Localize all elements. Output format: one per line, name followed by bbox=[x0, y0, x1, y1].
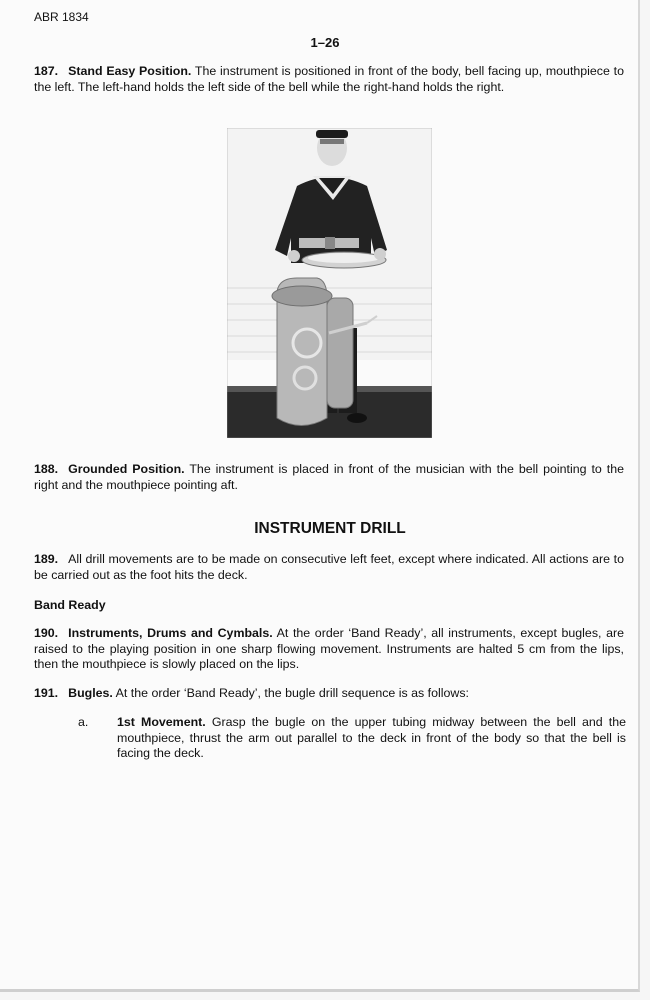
sub-item-text: Grasp the bugle on the upper tubing midway between the bell and the mouthpiece, thrust the arm out parallel to the deck in front of the body so that the bell is facing the deck. bbox=[117, 715, 626, 760]
sub-item-letter: a. bbox=[78, 715, 89, 729]
paragraph-text: The instrument is placed in front of the musician with the bell pointing to the right and the mouthpiece pointing aft. bbox=[34, 462, 625, 492]
paragraph-text: At the order ‘Band Ready’, the bugle drill sequence is as follows: bbox=[115, 686, 469, 700]
paragraph-text: All drill movements are to be made on consecutive left feet, except where indicated. All actions are to be carried out as the foot hits the deck. bbox=[34, 552, 624, 582]
paragraph-number: 190. bbox=[34, 626, 59, 640]
paragraph-number: 189. bbox=[34, 552, 59, 566]
paragraph-heading: Stand Easy Position. bbox=[68, 64, 192, 78]
paragraph-heading: Bugles. bbox=[68, 686, 113, 700]
photo-figure bbox=[227, 128, 432, 438]
paragraph-191 bbox=[34, 686, 624, 702]
document-id: ABR 1834 bbox=[34, 10, 89, 24]
subheading: Band Ready bbox=[34, 598, 106, 612]
musician-with-instrument-photo bbox=[227, 128, 432, 438]
sub-item-body bbox=[117, 715, 626, 762]
paragraph-text: At the order ‘Band Ready’, all instruments, except bugles, are raised to the playing position in one sharp flowing movement. Instruments are halted 5 cm from the lips, then the mouthpiece is slowly placed on the lips. bbox=[34, 626, 624, 671]
paragraph-text: The instrument is positioned in front of the body, bell facing up, mouthpiece to the left. The left-hand holds the left side of the bell while the right-hand holds the right. bbox=[34, 64, 625, 94]
paragraph-188 bbox=[34, 462, 624, 493]
paragraph-189 bbox=[34, 552, 624, 583]
section-title: INSTRUMENT DRILL bbox=[254, 520, 406, 537]
page-number: 1–26 bbox=[310, 35, 340, 50]
paragraph-heading: Grounded Position. bbox=[68, 462, 185, 476]
paragraph-187 bbox=[34, 64, 624, 95]
paragraph-190 bbox=[34, 626, 624, 673]
paragraph-heading: Instruments, Drums and Cymbals. bbox=[68, 626, 273, 640]
paragraph-number: 188. bbox=[34, 462, 59, 476]
sub-item-heading: 1st Movement. bbox=[117, 715, 206, 729]
paragraph-number: 191. bbox=[34, 686, 59, 700]
paragraph-number: 187. bbox=[34, 64, 59, 78]
